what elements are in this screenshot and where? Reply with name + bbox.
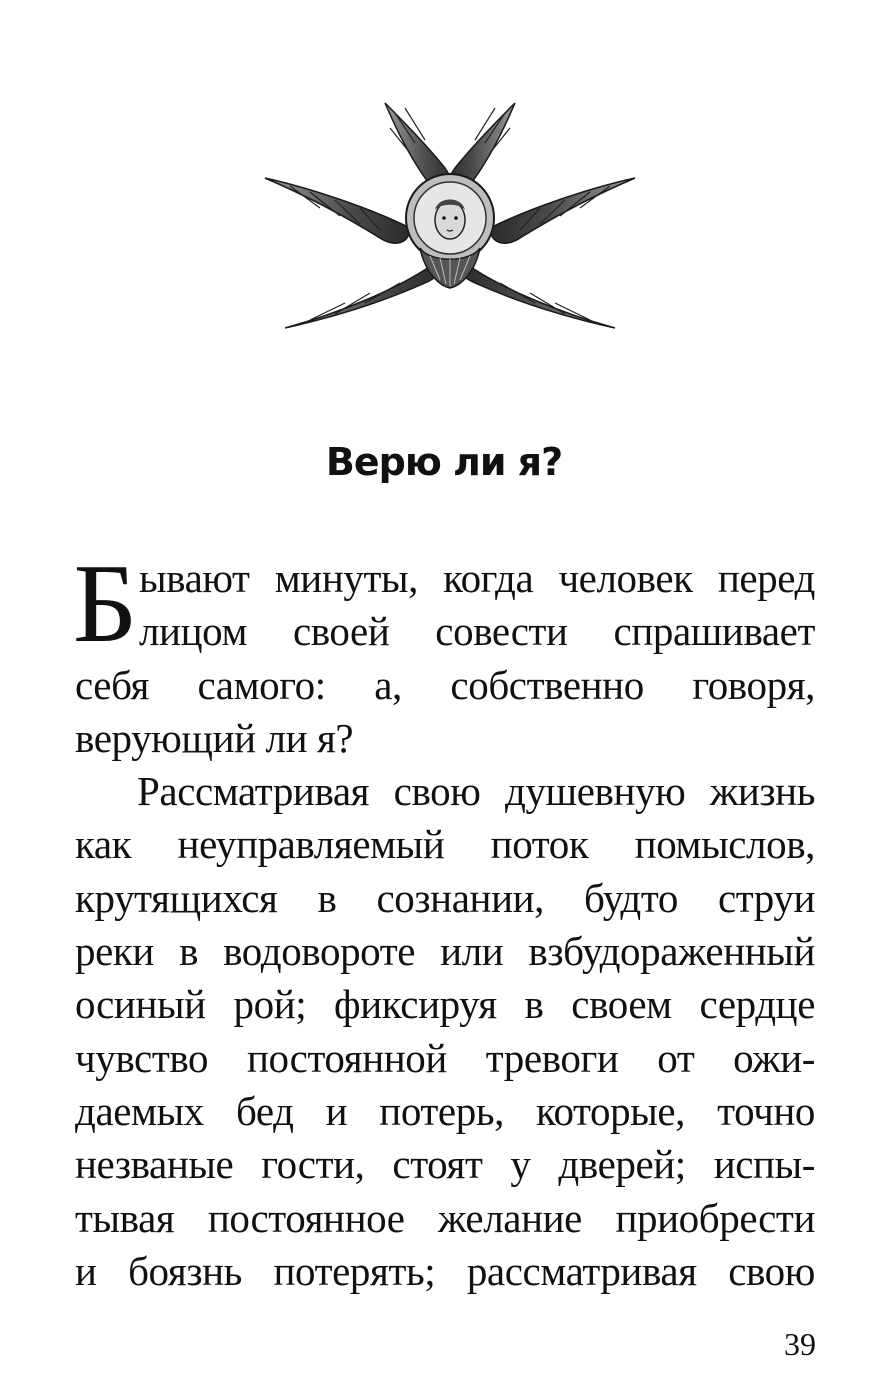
text-line: тывая постоянное желание приобрести	[75, 1194, 815, 1241]
page-number: 39	[784, 1326, 816, 1362]
text-line: лицом своей совести спрашивает	[139, 608, 815, 655]
text-line: незваные гости, стоят у дверей; испы-	[75, 1141, 815, 1188]
body-text	[73, 542, 815, 1298]
text-line: реки в водовороте или взбудораженный	[75, 928, 815, 975]
text-line: даемых бед и потерь, которые, точно	[75, 1087, 815, 1134]
text-line: чувство постоянной тревоги от ожи-	[75, 1034, 815, 1081]
seraph-icon	[250, 88, 650, 348]
chapter-title: Верю ли я?	[325, 440, 563, 484]
text-line: верующий ли я?	[75, 714, 354, 761]
text-line: себя самого: а, собственно говоря,	[75, 661, 815, 708]
text-line: и боязнь потерять; рассматривая свою	[75, 1247, 815, 1294]
text-line: крутящихся в сознании, будто струи	[75, 874, 815, 921]
text-line: осиный рой; фиксируя в своем сердце	[75, 981, 815, 1028]
text-line: Рассматривая свою душевную жизнь	[137, 768, 815, 815]
text-line: ывают минуты, когда человек перед	[139, 555, 815, 601]
text-line: как неуправляемый поток помыслов,	[75, 821, 815, 868]
drop-cap: Б	[73, 542, 137, 666]
